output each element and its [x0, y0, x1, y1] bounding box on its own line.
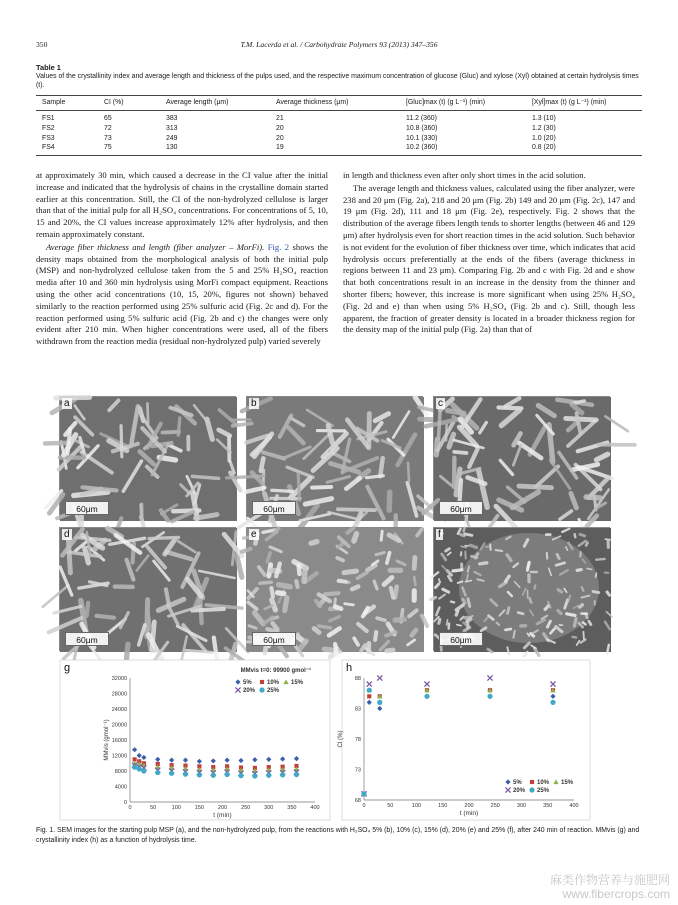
watermark-line: 麻类作物营养与施肥网: [549, 873, 670, 887]
y-tick-label: 32000: [111, 676, 127, 682]
page-number: 350: [36, 40, 48, 49]
scale-bar: 60μm: [439, 501, 483, 515]
y-tick-label: 0: [123, 800, 127, 806]
legend-label: 25%: [267, 688, 280, 694]
table-cell: 0.8 (20): [526, 143, 642, 155]
legend-label: 10%: [267, 680, 280, 686]
chart-h-svg: [338, 660, 590, 820]
legend-label: 15%: [291, 680, 304, 686]
chart-h: [338, 660, 590, 820]
x-tick-label: 350: [287, 805, 297, 811]
table-cell: FS3: [42, 134, 55, 142]
y-tick-label: 83: [354, 706, 361, 713]
table-cell: 130: [160, 143, 270, 155]
panel-label: c: [438, 398, 443, 409]
table-cell: FS4: [36, 143, 98, 155]
y-tick-label: 4000: [114, 784, 127, 791]
paragraph-text: shows the density maps obtained from the morphological analysis of both the initial pulp (MSP) and non-hydrolyzed cellulose taken from the 5 and 25% H₂SO₄ reaction media after 10 and 360 min hydrolysis using MorFi compact equipment. Reactions using the other acid concentrations (10, 15, 20%, figures not shown) behaved similarly to the reaction performed using 25% sulfuric acid (Fig. 2c and d). For the reaction performed using 5% sulfuric acid (Fig. 2b and c) the changes were only evident after 210 min. When higher concentrations were used, all of the fibers withdrawn from the reaction media (residual non-hydrolyzed pulp) varied severely: [36, 241, 328, 347]
x-tick-label: 400: [569, 803, 579, 809]
data-point-25pct: [367, 688, 372, 693]
data-point-25pct: [137, 766, 142, 771]
x-tick-label: 150: [194, 805, 204, 811]
sem-panel-e: [246, 527, 423, 651]
page-header: [36, 40, 642, 54]
x-tick-label: 200: [464, 803, 474, 809]
table-cell: 65: [104, 115, 112, 122]
right-text-column: [343, 170, 635, 337]
x-tick-label: 150: [438, 803, 448, 809]
y-tick-label: 8000: [114, 769, 127, 775]
figure-link[interactable]: Fig. 2: [267, 241, 290, 252]
table-cell: 1.3 (10): [532, 115, 556, 122]
sem-panel-a: [59, 396, 236, 520]
legend-marker: [530, 780, 534, 784]
y-tick-label: 68: [354, 798, 361, 804]
table-row: [36, 134, 642, 144]
table-cell: FS2: [42, 124, 55, 132]
table-cell: 20: [276, 134, 284, 142]
data-point-25pct: [238, 773, 243, 778]
data-point-25pct: [141, 768, 146, 773]
sem-image-grid: [59, 396, 609, 654]
figure-caption: Fig. 1. SEM images for the starting pulp MSP (a), and the non-hydrolyzed pulp, from the reactions with H₂SO₄ 5% (b), 10% (c), 15% (d), 20% (e) and 25% (f), after 240 min of reaction. MMvis (g) and crystallinity index (h) as a function of hydrolysis time.: [36, 827, 640, 844]
data-point-25pct: [183, 772, 188, 777]
paragraph: The average length and thickness values, calculated using the fiber analyzer, were 238 and 20 μm (Fig. 2a), 218 and 20 μm (Fig. 2b) 149 and 20 μm (Fig. 2c), 147 and 19 μm (Fig. 2d), 111 and 18 μm (Fig. 2e), respectively. Fig. 2 shows that the distribution of the average fibers length tends to shorter lengths (between 46 and 129 μm) after hydrolysis even for short reaction times in the acid solution. Such behavior is not evident for the evolution of fiber thickness over time, which indicates that acid hydrolysis occurs preferentially at the ends of the fibers (average thickness in regions between 11 and 23 μm). Comparing Fig. 2b and c with Fig. 2d and e show that both concentrations result in an increase in the density from the thinner and shorter fibers; however, this increase is more significant when using 25% H₂SO₄ (Fig. 2d and e) than when using 5% H₂SO₄ (Fig. 2b and c). Still, though less apparent, the fraction of greater density is located in a broader thickness region for the density map of the initial pulp (Fig. 2a) than that of: [343, 182, 635, 335]
data-point-25pct: [550, 700, 555, 705]
panel-label: e: [251, 529, 257, 540]
legend-marker: [260, 680, 264, 684]
table-row: [36, 143, 642, 155]
data-point-25pct: [294, 772, 299, 777]
x-tick-label: 100: [411, 803, 422, 809]
chart-title: MMvis t=0: 99900 gmol⁻¹: [240, 668, 311, 674]
x-tick-label: 350: [543, 803, 553, 809]
x-tick-label: 300: [264, 805, 274, 811]
data-point-10pct: [367, 694, 371, 698]
x-tick-label: 200: [217, 805, 228, 811]
x-tick-label: 0: [362, 803, 366, 809]
legend-marker: [529, 787, 534, 792]
x-axis-label: t (min): [459, 810, 479, 817]
table-cell: 1.0 (20): [532, 134, 556, 142]
chart-panel-label: h: [346, 662, 353, 674]
table-cell: 72: [104, 124, 112, 132]
data-point-25pct: [266, 773, 271, 778]
y-tick-label: 78: [354, 737, 361, 743]
data-point-25pct: [424, 694, 429, 699]
x-tick-label: 50: [150, 805, 157, 811]
x-tick-label: 300: [516, 803, 527, 809]
paragraph: in length and thickness even after only short times in the acid solution.: [343, 170, 586, 180]
sem-panel-d: [59, 527, 236, 651]
table-header-cell: [Xyl]max (t) (g L⁻¹) (min): [526, 96, 642, 111]
y-tick-label: 16000: [111, 738, 127, 744]
table-cell: 1.2 (30): [532, 124, 556, 132]
paragraph: at approximately 30 min, which caused a decrease in the CI value after the initial increase and indicated that the hydrolysis of chains in the crystalline domain started earlier at this concentration. Still, the CI of the non-hydrolyzed cellulose is larger than that of the initial pulp for all H₂SO₄ concentrations. For concentrations of 5, 10, 15 and 20%, the CI values increase approximately 12% after hydrolysis, and then remain approximately constant.: [36, 170, 328, 239]
watermark-line: www.fibercrops.com: [562, 887, 670, 901]
section-heading: Average fiber thickness and length (fiber analyzer – MorFi).: [46, 241, 265, 252]
data-point-25pct: [211, 773, 216, 778]
scale-bar: 60μm: [439, 632, 483, 646]
legend-label: 10%: [537, 780, 550, 786]
panel-label: f: [438, 529, 441, 540]
table-cell: 10.8 (360): [406, 124, 438, 132]
y-tick-label: 20000: [111, 722, 127, 729]
scale-bar: 60μm: [252, 501, 296, 515]
table-header-cell: Average length (μm): [160, 96, 270, 111]
data-point-25pct: [169, 771, 174, 776]
legend-label: 25%: [537, 788, 550, 794]
y-tick-label: 73: [354, 767, 361, 774]
y-tick-label: 88: [354, 676, 361, 682]
y-axis-label: MMvis (gmol⁻¹): [104, 719, 110, 761]
legend-label: 5%: [513, 780, 522, 786]
data-point-25pct: [155, 770, 160, 775]
paragraph: [36, 242, 328, 348]
chart-g: [60, 660, 330, 820]
x-tick-label: 0: [128, 805, 132, 811]
sem-panel-b: [246, 396, 423, 520]
x-tick-label: 250: [241, 805, 251, 811]
table-cell: 249: [166, 134, 178, 142]
x-tick-label: 250: [490, 803, 500, 809]
chart-frame: [60, 660, 330, 820]
data-point-25pct: [487, 694, 492, 699]
table-cell: 11.2 (360): [406, 115, 437, 122]
chart-panel-label: g: [64, 662, 71, 674]
x-tick-label: 400: [310, 805, 320, 811]
sem-panel-f: [433, 527, 610, 651]
journal-citation: T.M. Lacerda et al. / Carbohydrate Polymers 93 (2013) 347–356: [240, 40, 438, 49]
y-axis-label: CI (%): [338, 730, 344, 748]
data-point-25pct: [280, 772, 285, 777]
scale-bar: 60μm: [65, 501, 109, 515]
x-tick-label: 100: [171, 805, 181, 811]
chart-g-svg: [60, 660, 330, 820]
panel-label: d: [64, 529, 70, 540]
table-title: Table 1: [36, 63, 61, 72]
data-point-25pct: [225, 772, 230, 777]
table-cell: 19: [270, 143, 400, 155]
table-header-cell: Sample: [36, 96, 98, 111]
table-caption: Values of the crystallinity index and average length and thickness of the pulps used, and the respective maximum concentration of glucose (Gluc) and xylose (Xyl) obtained at certain hydrolysis times (t).: [36, 73, 639, 90]
left-text-column: [36, 170, 328, 349]
data-table: [36, 95, 642, 156]
scale-bar: 60μm: [252, 632, 296, 646]
legend-label: 5%: [243, 680, 252, 686]
panel-label: b: [251, 398, 257, 409]
x-axis-label: t (min): [213, 812, 232, 819]
watermark: [550, 873, 670, 901]
table-header-row: [36, 96, 642, 111]
table-header-cell: Average thickness (μm): [270, 96, 400, 111]
y-tick-label: 28000: [111, 691, 127, 698]
table-cell: 21: [276, 115, 284, 122]
table-cell: 73: [104, 134, 112, 142]
x-tick-label: 50: [387, 803, 394, 809]
y-tick-label: 12000: [111, 753, 127, 760]
legend-label: 15%: [561, 780, 574, 786]
table-cell: 10.2 (360): [400, 143, 526, 155]
data-point-25pct: [377, 700, 382, 705]
table-header-cell: CI (%): [98, 96, 160, 111]
table-row: [36, 124, 642, 134]
table-header-cell: [Gluc]max (t) (g L⁻¹) (min): [400, 96, 526, 111]
scale-bar: 60μm: [65, 632, 109, 646]
table-cell: FS1: [42, 115, 55, 122]
legend-marker: [259, 687, 264, 692]
table-cell: 75: [98, 143, 160, 155]
legend-label: 20%: [513, 788, 526, 794]
sem-panel-c: [433, 396, 610, 520]
panel-label: a: [64, 398, 70, 409]
data-point-25pct: [197, 772, 202, 777]
data-point-25pct: [361, 791, 366, 796]
data-point-25pct: [132, 765, 137, 770]
y-tick-label: 24000: [111, 707, 127, 713]
data-point-25pct: [252, 773, 257, 778]
table-row: [36, 111, 642, 124]
table-cell: 20: [276, 124, 284, 132]
legend-label: 20%: [243, 688, 256, 694]
table-cell: 313: [166, 124, 178, 132]
table-cell: 383: [166, 115, 178, 122]
table-cell: 10.1 (330): [406, 134, 438, 142]
